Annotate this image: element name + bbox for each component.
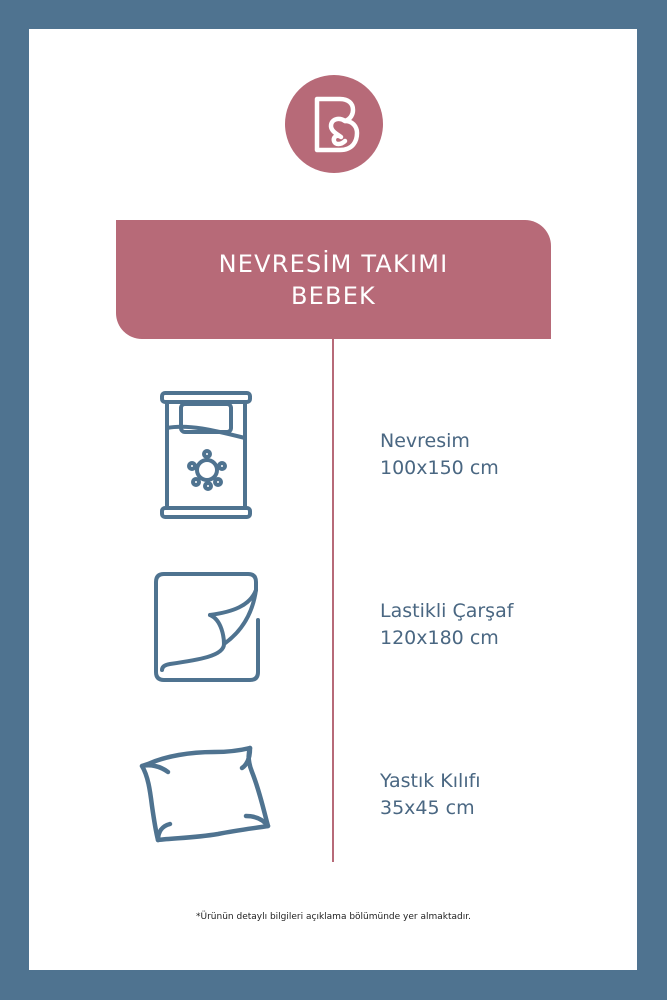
item-pillowcase — [380, 768, 481, 822]
item-duvet — [380, 428, 499, 482]
footnote: *Ürünün detaylı bilgileri açıklama bölümünde yer almaktadır. — [196, 912, 471, 922]
product-title: NEVRESİM TAKIMI — [218, 249, 449, 278]
product-title-banner — [116, 220, 551, 339]
item-fitted-sheet — [380, 598, 513, 652]
item-size: 35x45 cm — [380, 797, 475, 819]
pillow-icon — [138, 742, 274, 850]
crib-duvet-icon — [158, 390, 254, 526]
brand-b-heart-logo-icon — [285, 75, 383, 173]
item-name: Yastık Kılıfı — [380, 770, 481, 792]
brand-logo — [285, 75, 383, 173]
item-name: Nevresim — [380, 430, 470, 452]
fitted-sheet-icon — [150, 568, 266, 690]
product-subtitle: BEBEK — [291, 281, 376, 310]
vertical-divider — [332, 339, 334, 862]
item-size: 100x150 cm — [380, 457, 499, 479]
item-name: Lastikli Çarşaf — [380, 600, 514, 622]
item-size: 120x180 cm — [380, 627, 499, 649]
